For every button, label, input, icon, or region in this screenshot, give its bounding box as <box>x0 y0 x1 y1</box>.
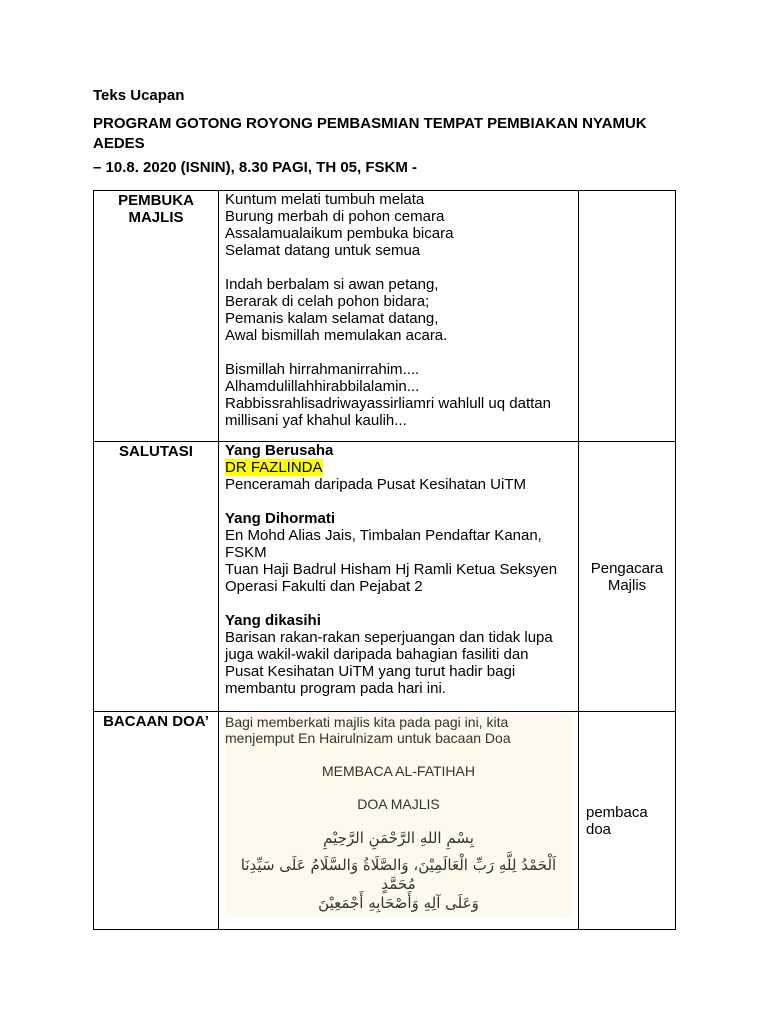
salutasi-content <box>219 442 579 712</box>
spacer <box>225 493 574 510</box>
pantun-line: Indah berbalam si awan petang, <box>225 276 439 293</box>
salutation-line: FSKM <box>225 544 267 561</box>
opening-line: millisani yaf khahul kaulih... <box>225 412 407 429</box>
salutation-line: En Mohd Alias Jais, Timbalan Pendaftar Kanan, <box>225 527 542 544</box>
doa-text-box <box>225 714 572 917</box>
pantun-line: Awal bismillah memulakan acara. <box>225 327 448 344</box>
program-title: PROGRAM GOTONG ROYONG PEMBASMIAN TEMPAT PEMBIAKAN NYAMUK AEDES <box>93 115 647 152</box>
doa-majlis-heading: DOA MAJLIS <box>357 796 440 812</box>
fatihah-heading: MEMBACA AL-FATIHAH <box>322 763 475 779</box>
pantun-line: Selamat datang untuk semua <box>225 242 421 259</box>
opening-line: Alhamdulillahhirabbilalamin... <box>225 378 420 395</box>
spacer <box>225 595 574 612</box>
pembuka-majlis-content <box>219 191 579 442</box>
row-label-pembuka-majlis: PEMBUKA MAJLIS <box>94 191 219 442</box>
pantun-line: Berarak di celah pohon bidara; <box>225 293 430 310</box>
salutation-line: Penceramah daripada Pusat Kesihatan UiTM <box>225 476 526 493</box>
spacer <box>225 259 574 276</box>
opening-line: Rabbissrahlisadriwayassirliamri wahlull uq dattan <box>225 395 551 412</box>
doa-intro-line: Bagi memberkati majlis kita pada pagi ini, kita <box>225 714 509 730</box>
table-row-bacaan-doa <box>94 712 676 930</box>
salutation-line: juga wakil-wakil daripada bahagian fasiliti dan <box>225 646 529 663</box>
row-label-bacaan-doa: BACAAN DOA’ <box>94 712 219 930</box>
role-cell-bacaan-doa: pembaca doa <box>579 712 676 930</box>
salutation-line: Pusat Kesihatan UiTM yang turut hadir bagi <box>225 663 516 680</box>
arabic-doa-line: اَلْحَمْدُ لِلَّهِ رَبِّ الْعَالَمِيْنَ، وَالصَّلَاةُ وَالسَّلَامُ عَلَى سَيِّدِنَا مُحَمَّدٍ <box>240 856 557 893</box>
pantun-line: Burung merbah di pohon cemara <box>225 208 445 225</box>
salutation-line: Barisan rakan-rakan seperjuangan dan tidak lupa <box>225 629 553 646</box>
pantun-line: Assalamualaikum pembuka bicara <box>225 225 454 242</box>
salutation-heading: Yang Dihormati <box>225 510 336 527</box>
pantun-line: Pemanis kalam selamat datang, <box>225 310 439 327</box>
bacaan-doa-content <box>219 712 579 930</box>
salutation-line: Operasi Fakulti dan Pejabat 2 <box>225 578 423 595</box>
table-row-pembuka-majlis <box>94 191 676 442</box>
spacer <box>225 848 572 856</box>
spacer <box>225 344 574 361</box>
arabic-doa-line: وَعَلَى آلِهِ وَأَصْحَابِهِ أَجْمَعِيْنَ <box>318 894 479 912</box>
highlighted-speaker-name: DR FAZLINDA <box>225 459 323 476</box>
arabic-basmalah: بِسْمِ اللهِ الرَّحْمَنِ الرَّحِيْمِ <box>323 829 474 847</box>
row-label-salutasi: SALUTASI <box>94 442 219 712</box>
salutation-line: Tuan Haji Badrul Hisham Hj Ramli Ketua Seksyen <box>225 561 558 578</box>
salutation-heading: Yang dikasihi <box>225 612 321 629</box>
opening-line: Bismillah hirrahmanirrahim.... <box>225 361 420 378</box>
salutation-heading: Yang Berusaha <box>225 442 334 459</box>
spacer <box>225 746 572 763</box>
pantun-line: Kuntum melati tumbuh melata <box>225 191 425 208</box>
role-cell-pembuka-majlis <box>579 191 676 442</box>
agenda-table <box>93 190 676 930</box>
spacer <box>225 779 572 796</box>
spacer <box>225 812 572 829</box>
document-title: Teks Ucapan <box>93 87 185 104</box>
role-cell-salutasi: Pengacara Majlis <box>579 442 676 712</box>
table-row-salutasi <box>94 442 676 712</box>
doa-intro-line: menjemput En Hairulnizam untuk bacaan Doa <box>225 730 511 746</box>
event-date-line: – 10.8. 2020 (ISNIN), 8.30 PAGI, TH 05, FSKM - <box>93 159 418 176</box>
salutation-line: membantu program pada hari ini. <box>225 680 446 697</box>
